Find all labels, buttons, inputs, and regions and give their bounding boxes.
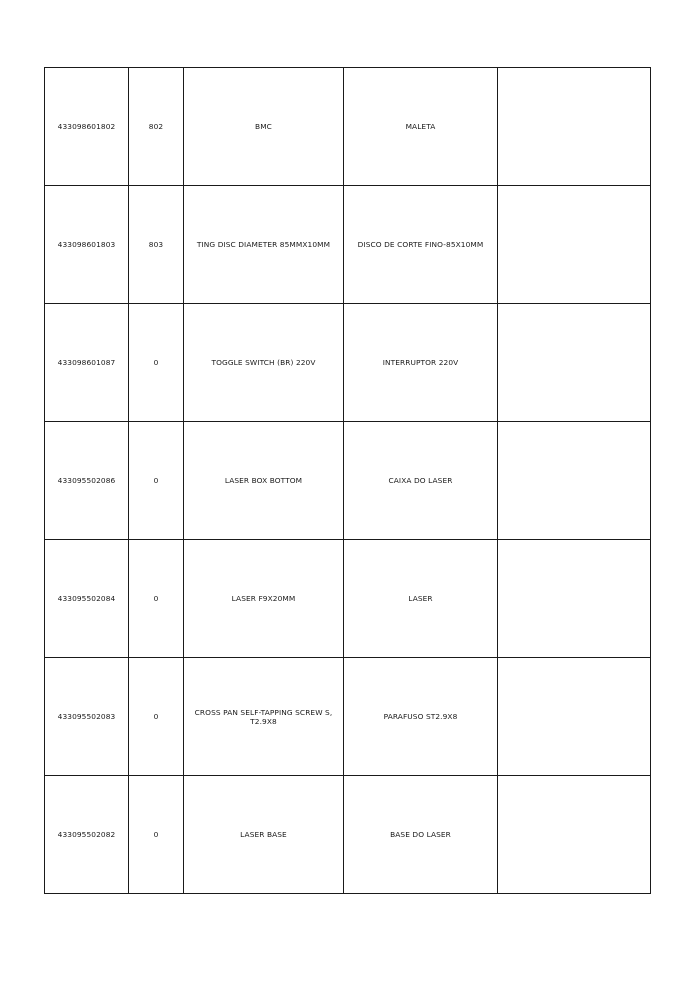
part-code-cell: 433095502084	[45, 540, 129, 658]
description-en-cell: CROSS PAN SELF-TAPPING SCREW S, T2.9X8	[184, 658, 344, 776]
notes-cell	[498, 304, 651, 422]
quantity-cell: 0	[129, 658, 184, 776]
part-code-cell: 433098601087	[45, 304, 129, 422]
quantity-cell: 0	[129, 776, 184, 894]
part-code-cell: 433095502086	[45, 422, 129, 540]
description-pt-cell: DISCO DE CORTE FINO-85X10MM	[344, 186, 498, 304]
notes-cell	[498, 186, 651, 304]
table-row	[45, 186, 651, 304]
notes-cell	[498, 422, 651, 540]
notes-cell	[498, 68, 651, 186]
description-en-cell: TING DISC DIAMETER 85MMX10MM	[184, 186, 344, 304]
table-row	[45, 422, 651, 540]
description-en-cell: TOGGLE SWITCH (BR) 220V	[184, 304, 344, 422]
part-code-cell: 433095502082	[45, 776, 129, 894]
description-pt-cell: LASER	[344, 540, 498, 658]
quantity-cell: 0	[129, 422, 184, 540]
description-en-cell: LASER BOX BOTTOM	[184, 422, 344, 540]
description-pt-cell: MALETA	[344, 68, 498, 186]
description-pt-cell: BASE DO LASER	[344, 776, 498, 894]
description-pt-cell: PARAFUSO ST2.9X8	[344, 658, 498, 776]
description-en-cell: LASER BASE	[184, 776, 344, 894]
description-pt-cell: CAIXA DO LASER	[344, 422, 498, 540]
part-code-cell: 433098601802	[45, 68, 129, 186]
notes-cell	[498, 658, 651, 776]
table-row	[45, 68, 651, 186]
description-en-cell: BMC	[184, 68, 344, 186]
table-row	[45, 776, 651, 894]
quantity-cell: 0	[129, 540, 184, 658]
part-code-cell: 433095502083	[45, 658, 129, 776]
table-row	[45, 658, 651, 776]
notes-cell	[498, 776, 651, 894]
quantity-cell: 802	[129, 68, 184, 186]
quantity-cell: 803	[129, 186, 184, 304]
description-en-cell: LASER F9X20MM	[184, 540, 344, 658]
table-row	[45, 540, 651, 658]
table-row	[45, 304, 651, 422]
parts-table	[44, 67, 651, 894]
part-code-cell: 433098601803	[45, 186, 129, 304]
notes-cell	[498, 540, 651, 658]
description-pt-cell: INTERRUPTOR 220V	[344, 304, 498, 422]
quantity-cell: 0	[129, 304, 184, 422]
